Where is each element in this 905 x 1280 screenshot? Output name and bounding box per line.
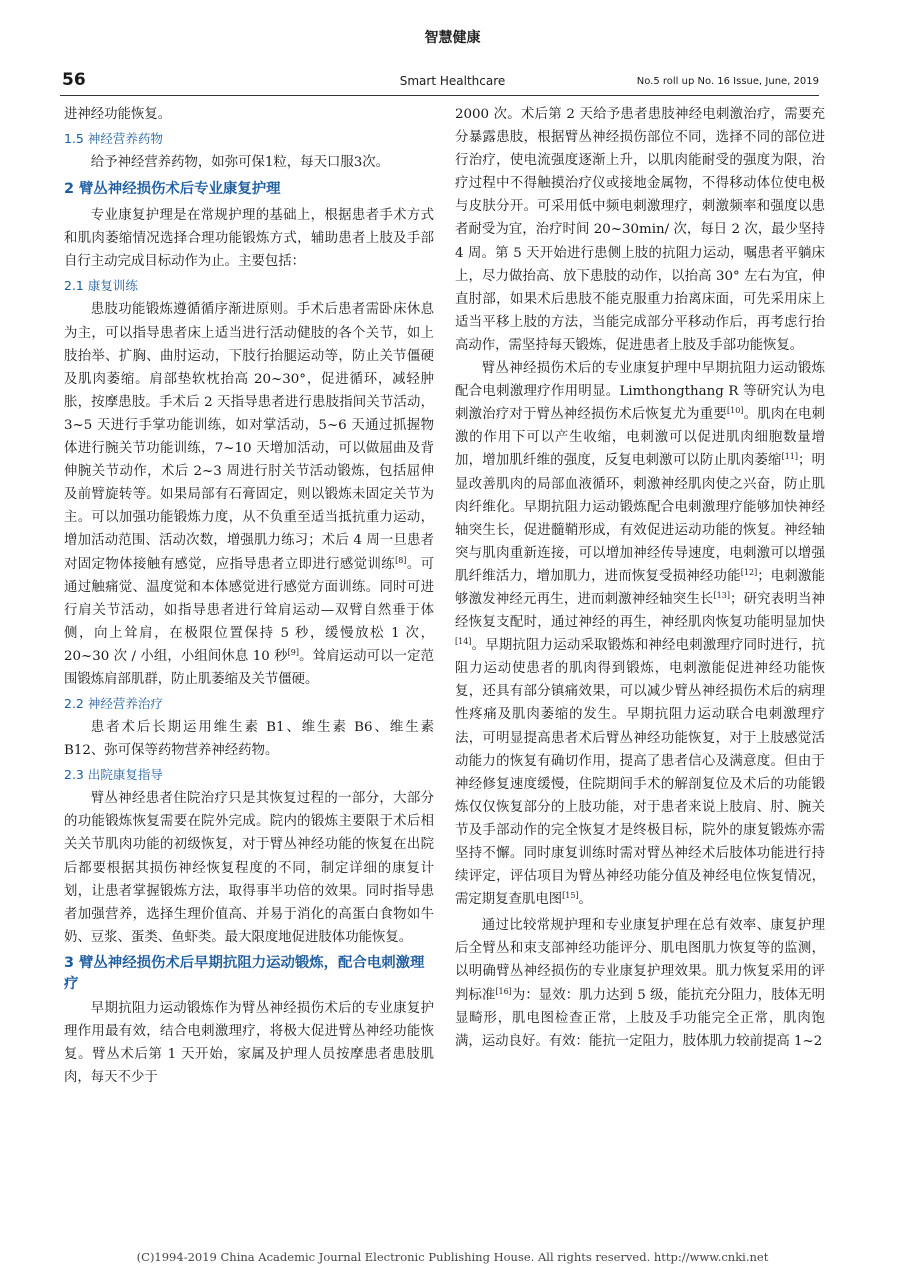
text-run: 臂丛神经损伤术后的专业康复护理中早期抗阻力运动锻炼配合电刺激理疗作用明显。Limthongthang R 等研究认为电刺激治疗对于臂丛神经损伤术后恢复尤为重要 [455,361,825,423]
text-run: 。肌肉在电刺激的作用下可以产生收缩，电刺激可以促进肌肉细胞数量增加，增加肌纤维的强度，反复电刺激可以防止肌肉萎缩 [455,407,826,469]
section-heading-2: 2 臂丛神经损伤术后专业康复护理 [64,181,281,198]
section-heading-2-2: 2.2 神经营养治疗 [64,696,163,712]
page-number: 56 [62,70,86,90]
citation: [8] [395,555,407,565]
section-heading-1-5: 1.5 神经营养药物 [64,131,163,147]
paragraph: 早期抗阻力运动锻炼作为臂丛神经损伤术后的专业康复护理作用最有效，结合电刺激理疗，将极大促进臂丛神经功能恢复。臂丛术后第 1 天开始，家属及护理人员按摩患者患肢肌肉，每天不少于 [64,1000,434,1086]
paragraph: 专业康复护理是在常规护理的基础上，根据患者手术方式和肌肉萎缩情况选择合理功能锻炼方式，辅助患者上肢及手部自行主动完成目标动作为止。主要包括： [64,208,434,270]
paragraph: 进神经功能恢复。 [64,107,172,122]
citation: [13] [713,590,730,600]
copyright-footer: (C)1994-2019 China Academic Journal Electronic Publishing House. All rights reserved. http://www.cnki.net [136,1250,769,1264]
text-run: 。耸肩运动可以一定范围锻炼肩部肌群，防止肌萎缩及关节僵硬。 [64,648,435,687]
text-run: ；电刺激能够激发神经元再生，进而刺激神经轴突生长 [455,568,826,607]
journal-title-en: Smart Healthcare [399,74,506,88]
issue-info: No.5 roll up No. 16 Issue, June, 2019 [636,76,819,87]
section-heading-3: 3 臂丛神经损伤术后早期抗阻力运动锻炼，配合电刺激理疗 [64,954,425,992]
text-run: ；明显改善肌肉的局部血液循环，刺激神经肌肉使之兴奋，防止肌肉纤维化。早期抗阻力运动锻炼配合电刺激理疗能够加快神经轴突生长，促进髓鞘形成，有效促进运动功能的恢复。神经轴突与肌肉重新连接，可以增加神经传导速度，电刺激可以增强肌纤维活力，增加肌力，进而恢复受损神经功能 [455,453,825,584]
paragraph [64,298,434,691]
citation: [16] [495,986,512,996]
paragraph: 2000 次。术后第 2 天给予患者患肢神经电刺激治疗，需要充分暴露患肢，根据臂丛神经损伤部位不同，选择不同的部位进行治疗，使电流强度逐渐上升，以肌肉能耐受的强度为限，治疗过程中不得触摸治疗仪或接地金属物，不得移动体位使电极与皮肤分开。可采用低中频电刺激理疗，刺激频率和强度以患者耐受为宜，治疗时间 20~30min/ 次，每日 2 次，最少坚持 4 周。第 5 天开始进行患侧上肢的抗阻力运动，嘱患者平躺床上，尽力做抬高、放下患肢的动作，以抬高 30° 左右为宜，伸直肘部，如果术后患肢不能克服重力抬离床面，可先采用床上适当平移上肢的方法，当能完成部分平移动作后，再考虑行抬高动作，需坚持每天锻炼，促进患者上肢及手部功能恢复。 [455,107,825,353]
text-run: 。早期抗阻力运动采取锻炼和神经电刺激理疗同时进行，抗阻力运动使患者的肌肉得到锻炼，电刺激能促进神经功能恢复，还具有部分镇痛效果，可以减少臂丛神经损伤术后的病理性疼痛及肌肉萎缩的发生。早期抗阻力运动联合电刺激理疗法，可明显提高患者术后臂丛神经功能恢复，对于上肢感觉活动能力的恢复有确切作用，提高了患者信心及满意度。但由于神经修复速度缓慢，住院期间手术的解剖复位及术后的功能锻炼仅仅恢复部分的上肢功能，对于患者来说上肢肩、肘、腕关节及手部动作的完全恢复才是终极目标，院外的康复锻炼亦需坚持不懈。同时康复训练时需对臂丛神经术后肢体功能进行持续评定，评估项目为臂丛神经功能分值及神经电位恢复情况，需定期复查肌电图 [455,638,825,908]
journal-title-cn: 智慧健康 [424,30,481,46]
paragraph [455,914,825,1053]
paragraph: 患者术后长期运用维生素 B1、维生素 B6、维生素 B12、弥可保等药物营养神经药物。 [64,720,434,759]
text-run: 。可通过触痛觉、温度觉和本体感觉进行感觉方面训练。同时可进行肩关节活动，如指导患者进行耸肩运动—双臂自然垂于体侧，向上耸肩，在极限位置保持 5 秒，缓慢放松 1 次，20~30 次 / 小组，小组间休息 10 秒 [64,556,435,664]
text-run: ；研究表明当神经恢复支配时，通过神经的再生，神经肌肉恢复功能明显加快 [455,591,826,631]
paragraph [455,357,825,911]
left-column [64,103,434,1089]
text-run: 患肢功能锻炼遵循循序渐进原则。手术后患者需卧床休息为主，可以指导患者床上适当进行活动健肢的各个关节，如上肢抬举、扩胸、曲肘运动，下肢行抬腿运动等，防止关节僵硬及肌肉萎缩。肩部垫软枕抬高 20~30°，促进循环，减轻肿胀，按摩患肢。手术后 2 天指导患者进行患肢指间关节活动，3~5 天进行手掌功能训练，如对掌活动，5~6 天通过抓握物体进行腕关节功能训练，7~10 天增加活动，可以做屈曲及背伸腕关节动作，术后 2~3 周进行肘关节活动锻炼，包括屈伸及前臂旋转等。如果局部有石膏固定，则以锻炼未固定关节为主。可以加强功能锻炼力度，从不负重至适当抵抗重力运动，增加活动范围、活动次数，增强肌力练习；术后 4 周一旦患者对固定物体接触有感觉，应指导患者立即进行感觉训练 [64,302,434,572]
section-heading-2-1: 2.1 康复训练 [64,278,138,294]
right-column [455,103,825,1053]
citation: [12] [740,567,758,577]
text-run: 通过比较常规护理和专业康复护理在总有效率、康复护理后全臂丛和束支部神经功能评分、肌电图肌力恢复等的监测，以明确臂丛神经损伤的专业康复护理效果。肌力恢复采用的评判标准 [455,918,825,1003]
text-run: 为：显效：肌力达到 5 级，能抗充分阻力，肢体无明显畸形，肌电图检查正常，上肢及手功能完全正常，肌肉饱满，运动良好。有效：能抗一定阻力，肢体肌力较前提高 1~2 [455,987,826,1049]
paragraph: 臂丛神经患者住院治疗只是其恢复过程的一部分，大部分的功能锻炼恢复需要在院外完成。院内的锻炼主要限于术后相关关节肌肉功能的初级恢复，对于臂丛神经功能的恢复在出院后都要根据其损伤神经恢复程度的不同，制定详细的康复计划，让患者掌握锻炼方法，取得事半功倍的效果。同时指导患者加强营养，选择生理价值高、并易于消化的高蛋白食物如牛奶、豆浆、蛋类、鱼虾类。最大限度地促进肢体功能恢复。 [64,791,434,945]
citation: [10] [726,406,744,416]
section-heading-2-3: 2.3 出院康复指导 [64,767,163,783]
citation: [14] [455,637,472,647]
citation: [11] [781,452,798,462]
header-divider [60,95,819,96]
citation: [15] [562,891,579,901]
text-run: 。 [578,892,592,908]
paragraph: 给予神经营养药物，如弥可保1粒，每天口服3次。 [90,155,390,171]
page-header [0,0,905,100]
citation: [9] [287,647,300,657]
